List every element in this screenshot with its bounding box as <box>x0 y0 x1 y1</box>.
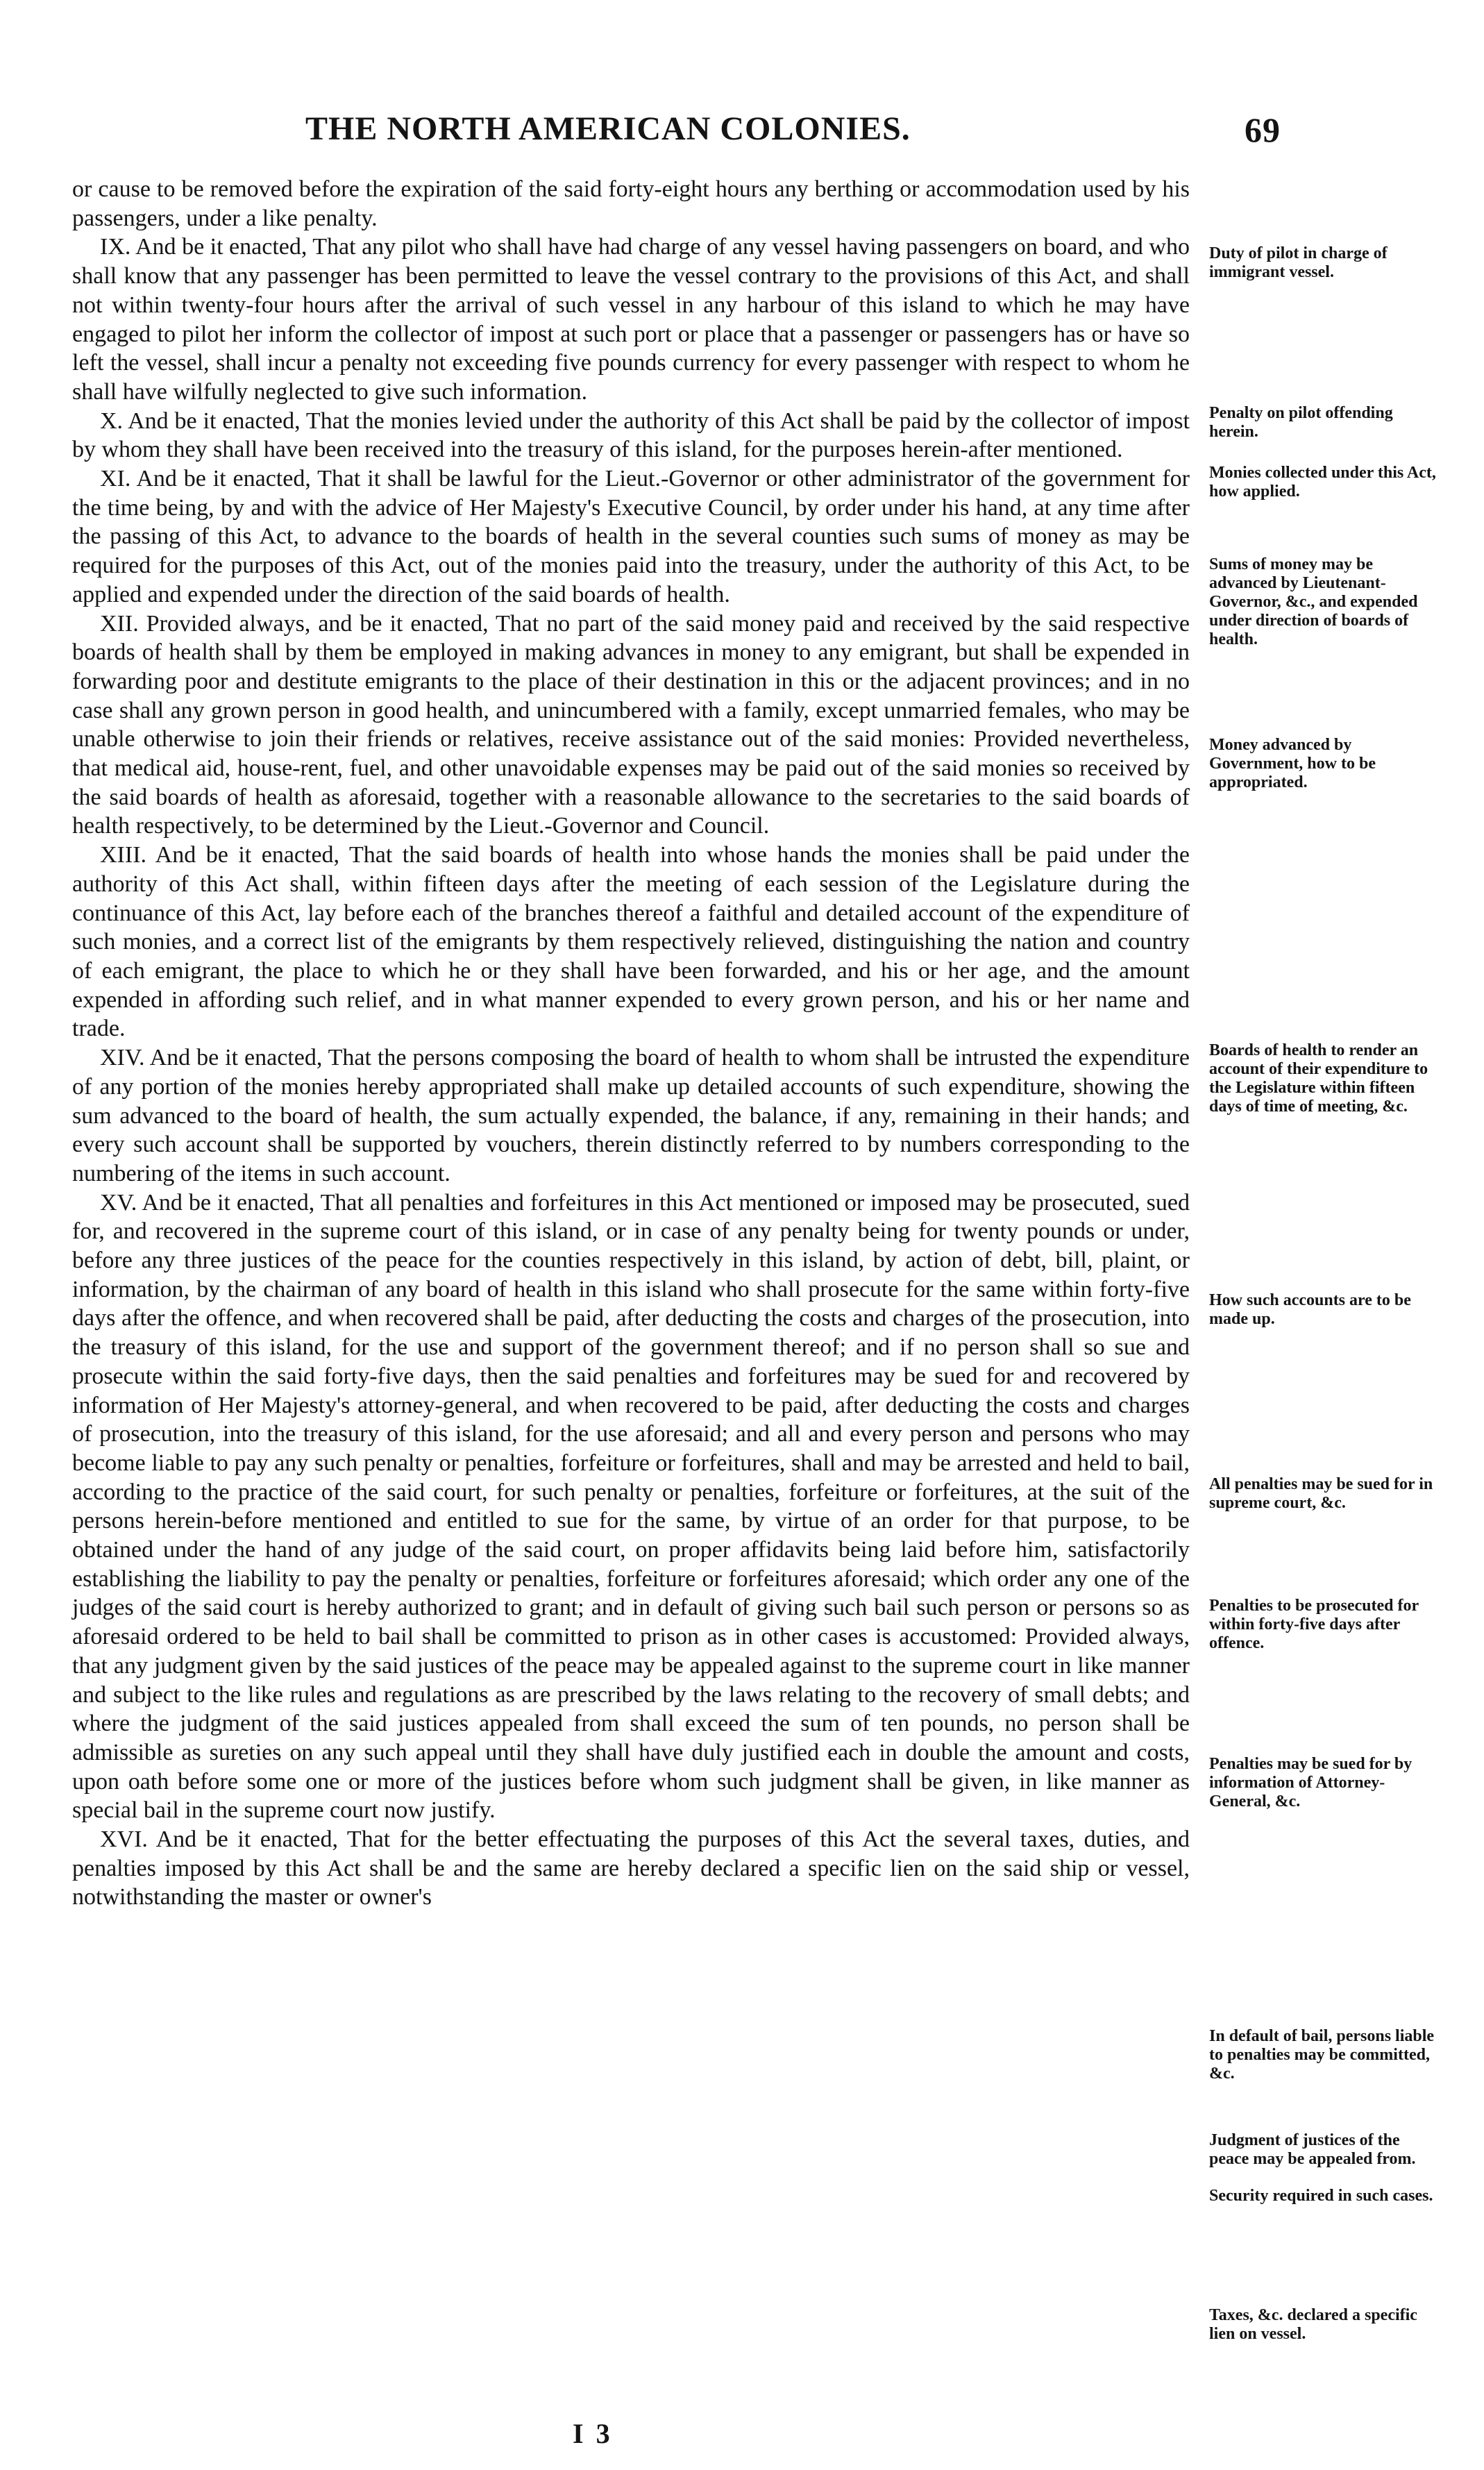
margin-note-attorney-general: Penalties may be sued for by information of Attorney-General, &c. <box>1209 1755 1413 1811</box>
paragraph-continuation: or cause to be removed before the expiration of the said forty-eight hours any berthing or accommodation used by his passengers, under a like penalty. <box>72 176 1190 231</box>
margin-note-money-appropriated: Money advanced by Government, how to be appropriated. <box>1209 736 1376 791</box>
margin-note-specific-lien: Taxes, &c. declared a specific lien on vessel. <box>1209 2306 1417 2343</box>
margin-note-sums-advanced: Sums of money may be advanced by Lieutenant-Governor, &c., and expended under direction of boards of health. <box>1209 555 1418 648</box>
margin-note-pilot-penalty: Penalty on pilot offending herein. <box>1209 404 1393 441</box>
section-x: X. And be it enacted, That the monies levied under the authority of this Act shall be paid by the collector of impost by whom they shall have been received into the treasury of this island, for the purposes herein-after mentioned. <box>72 408 1190 463</box>
signature-mark: I 3 <box>573 2418 613 2449</box>
margin-note-penalties-sued: All penalties may be sued for in supreme court, &c. <box>1209 1475 1433 1512</box>
margin-note-default-of-bail: In default of bail, persons liable to penalties may be committed, &c. <box>1209 2027 1435 2083</box>
section-xvi: XVI. And be it enacted, That for the better effectuating the purposes of this Act the several taxes, duties, and penalties imposed by this Act shall be and the same are hereby declared a specific lien on the said ship or vessel, notwithstanding the master or owner's <box>72 1826 1190 1910</box>
running-title: THE NORTH AMERICAN COLONIES. <box>305 110 911 147</box>
margin-note-accounts-made-up: How such accounts are to be made up. <box>1209 1291 1411 1328</box>
margin-note-boards-account: Boards of health to render an account of their expenditure to the Legislature within fifteen days of time of meeting, &c. <box>1209 1041 1428 1116</box>
running-header <box>305 110 1281 148</box>
margin-note-judgment-appealed: Judgment of justices of the peace may be appealed from. <box>1209 2131 1416 2168</box>
margin-note-pilot-duty: Duty of pilot in charge of immigrant vessel. <box>1209 244 1388 281</box>
margin-note-monies-applied: Monies collected under this Act, how applied. <box>1209 464 1436 501</box>
page-number: 69 <box>1245 110 1281 149</box>
section-xi: XI. And be it enacted, That it shall be lawful for the Lieut.-Governor or other administrator of the government for the time being, by and with the advice of Her Majesty's Executive Council, by order under his hand, at any time after the passing of this Act, to advance to the boards of health in the several counties such sums of money as may be required for the purposes of this Act, out of the monies paid into the treasury, under the authority of this Act, to be applied and expended under the direction of the said boards of health. <box>72 466 1190 607</box>
section-xiv: XIV. And be it enacted, That the persons composing the board of health to whom shall be intrusted the expenditure of any portion of the monies hereby appropriated shall make up detailed accounts of such expenditure, showing the sum advanced to the board of health, the sum actually expended, the balance, if any, remaining in their hands; and every such account shall be supported by vouchers, therein distinctly referred to by numbers corresponding to the numbering of the items in such account. <box>72 1045 1190 1186</box>
section-xv: XV. And be it enacted, That all penalties and forfeitures in this Act mentioned or imposed may be prosecuted, sued for, and recovered in the supreme court of this island, or in case of any penalty being for twenty pounds or under, before any three justices of the peace for the counties respectively in this island, by action of debt, bill, plaint, or information, by the chairman of any board of health in this island who shall prosecute for the same within forty-five days after the offence, and when recovered shall be paid, after deducting the costs and charges of the prosecution, into the treasury of this island, for the use and support of the government thereof; and if no person shall so sue and prosecute within the said forty-five days, then the said penalties and forfeitures may be sued for and recovered by information of Her Majesty's attorney-general, and when recovered to be paid, after deducting the costs and charges of prosecution, into the treasury of this island, for the use aforesaid; and all and every person and persons who may become liable to pay any such penalty or penalties, forfeiture or forfeitures, shall and may be arrested and held to bail, according to the practice of the said court, for such penalty or penalties, forfeiture or forfeitures, at the suit of the persons herein-before mentioned and entitled to sue for the same, by virtue of an order for that purpose, to be obtained under the hand of any judge of the said court, on proper affidavits being laid before him, satisfactorily establishing the liability to pay the penalty or penalties, forfeiture or forfeitures aforesaid; which order any one of the judges of the said court is hereby authorized to grant; and in default of giving such bail such person or persons so as aforesaid ordered to be held to bail shall be committed to prison as in other cases is accustomed: Provided always, that any judgment given by the said justices of the peace may be appealed against to the supreme court in like manner and subject to the like rules and regulations as are prescribed by the laws relating to the recovery of small debts; and where the judgment of the said justices appealed from shall exceed the sum of ten pounds, no person shall be admissible as sureties on any such appeal until they shall have duly justified each in double the amount and costs, upon oath before some one or more of the justices before whom such judgment shall be given, in like manner as special bail in the supreme court now justify. <box>72 1189 1190 1824</box>
section-xii: XII. Provided always, and be it enacted, That no part of the said money paid and received by the said respective boards of health shall by them be employed in making advances in money to any emigrant, but shall be expended in forwarding poor and destitute emigrants to the place of their destination in this or the adjacent provinces; and in no case shall any grown person in good health, and unincumbered with a family, except unmarried females, who may be unable otherwise to join their friends or relatives, receive assistance out of the said monies: Provided nevertheless, that medical aid, house-rent, fuel, and other unavoidable expenses may be paid out of the said monies so received by the said boards of health as aforesaid, together with a reasonable allowance to the secretaries to the said boards of health respectively, to be determined by the Lieut.-Governor and Council. <box>72 610 1190 839</box>
margin-note-penalties-prosecuted: Penalties to be prosecuted for within forty-five days after offence. <box>1209 1597 1419 1652</box>
section-ix: IX. And be it enacted, That any pilot who shall have had charge of any vessel having passengers on board, and who shall know that any passenger has been permitted to leave the vessel contrary to the provisions of this Act, and shall not within twenty-four hours after the arrival of such vessel in any harbour of this island to which he may have engaged to pilot her inform the collector of impost at such port or place that a passenger or passengers has or have so left the vessel, shall incur a penalty not exceeding five pounds currency for every passenger with respect to whom he shall have wilfully neglected to give such information. <box>72 234 1190 405</box>
body-text <box>72 175 1190 1912</box>
section-xiii: XIII. And be it enacted, That the said boards of health into whose hands the monies shall be paid under the authority of this Act shall, within fifteen days after the meeting of each session of the Legislature during the continuance of this Act, lay before each of the branches thereof a faithful and detailed account of the expenditure of such monies, and a correct list of the emigrants by them respectively relieved, distinguishing the nation and country of each emigrant, the place to which he or they shall have been forwarded, and his or her age, and the amount expended in affording such relief, and in what manner expended to every grown person, and his or her name and trade. <box>72 842 1190 1042</box>
margin-note-security-required: Security required in such cases. <box>1209 2187 1433 2205</box>
